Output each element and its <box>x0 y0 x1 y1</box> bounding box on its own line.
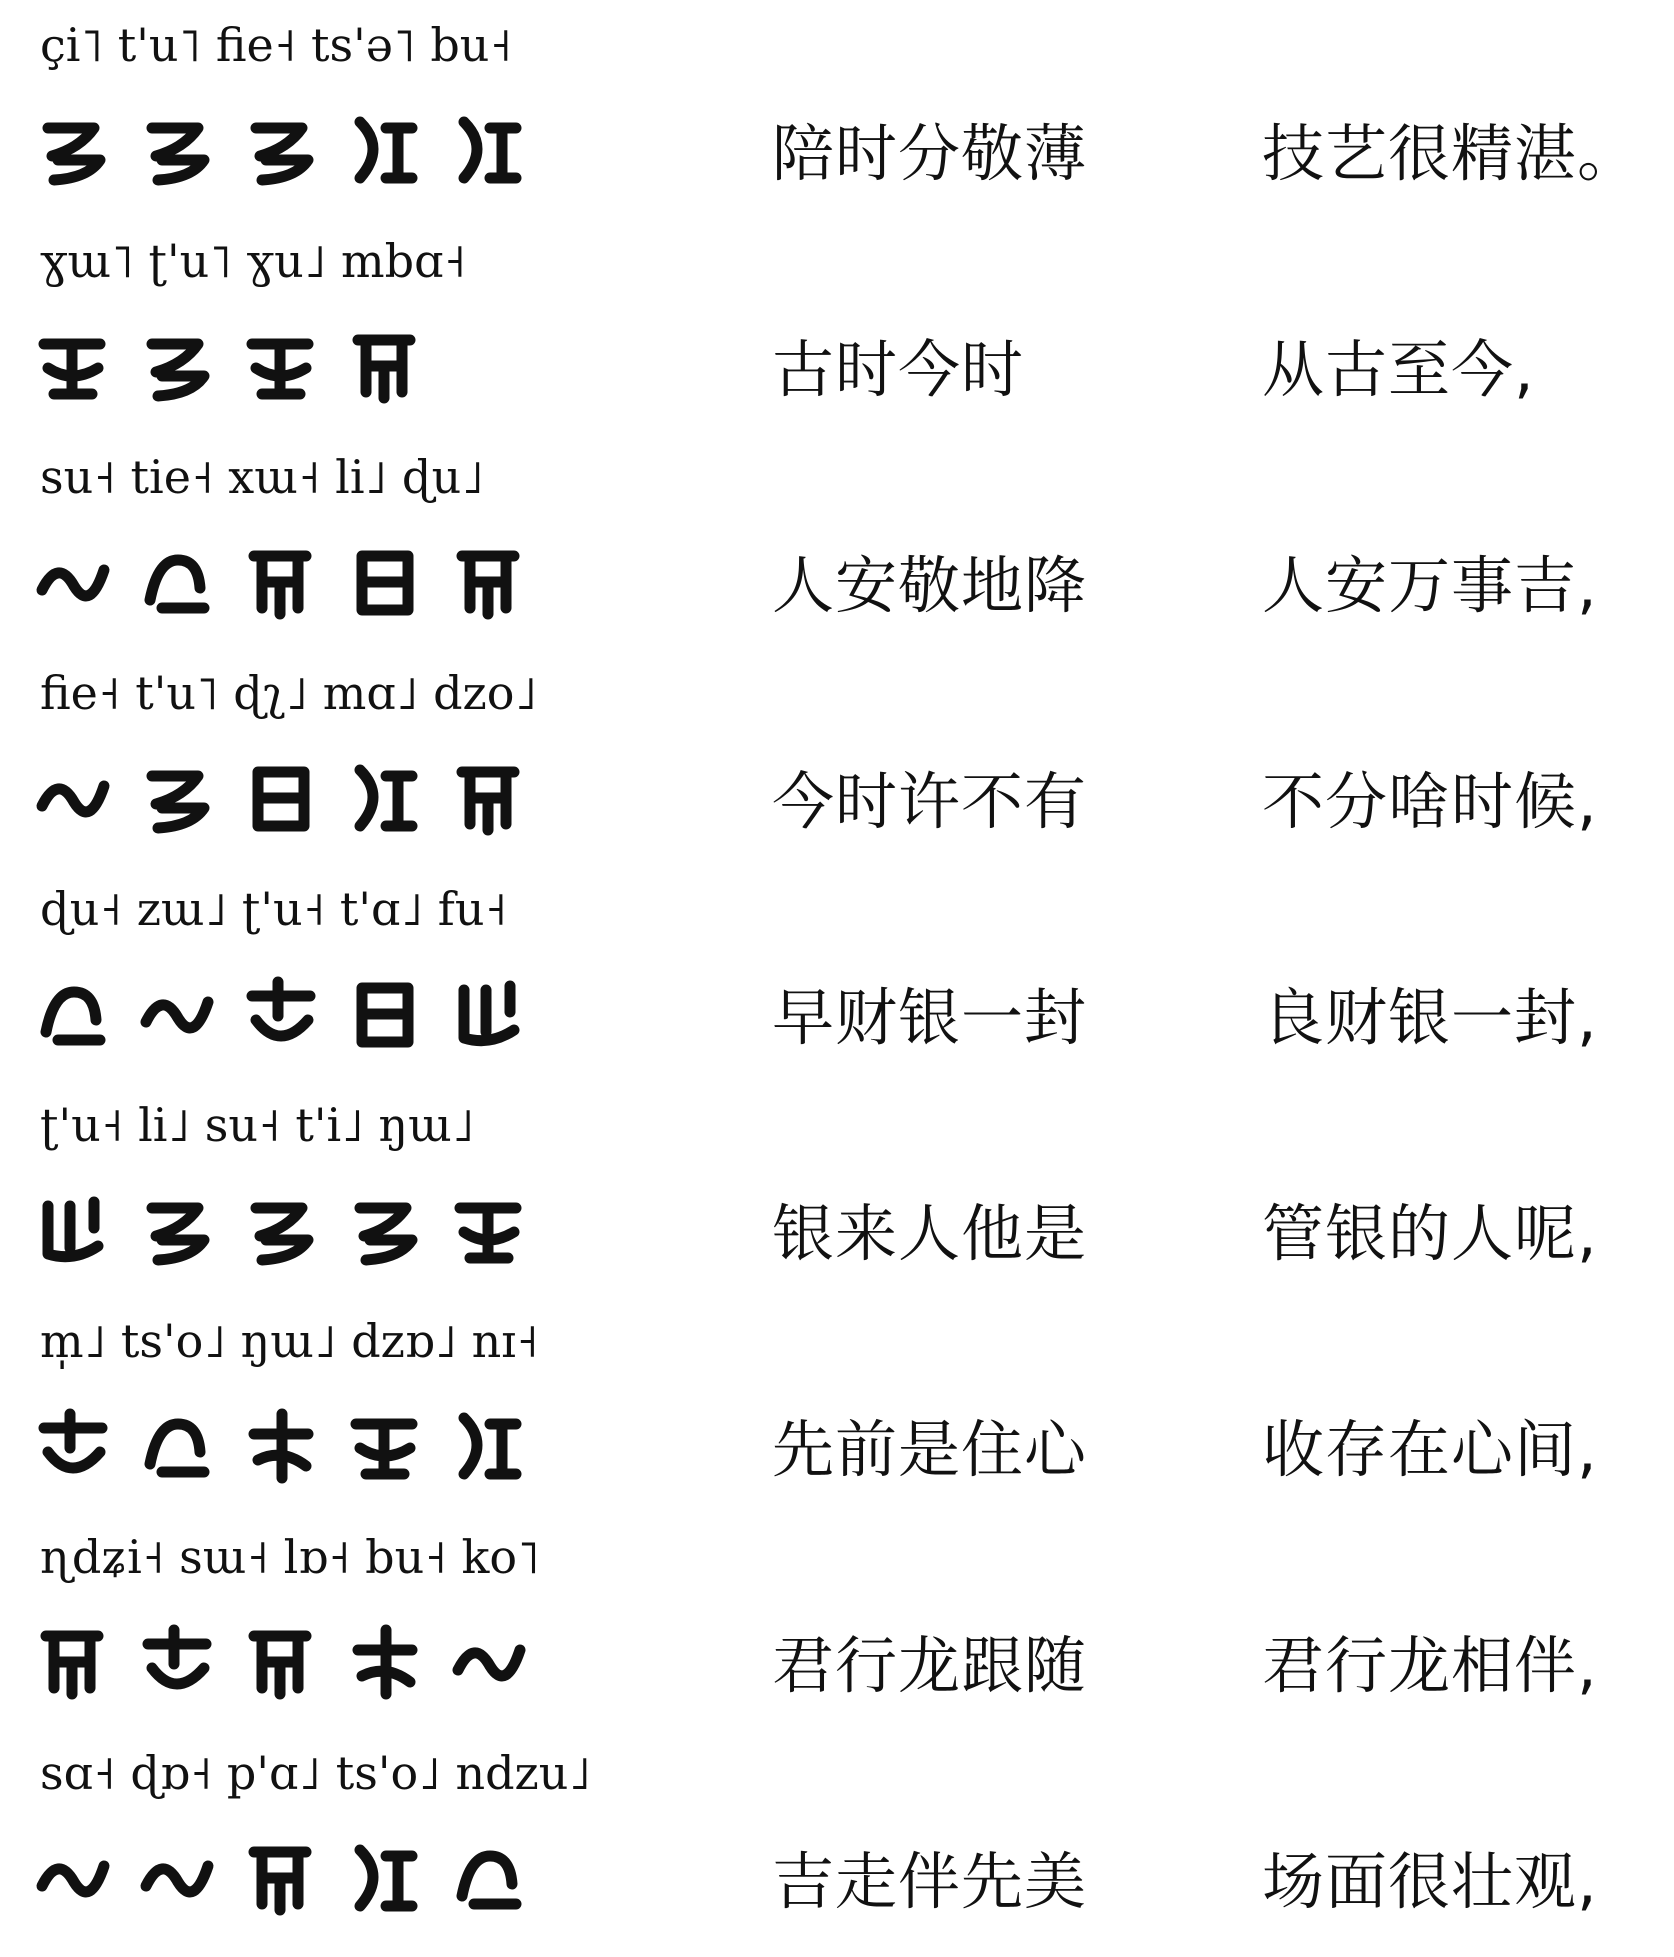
yi-syllable-du-glyph <box>34 972 112 1054</box>
yi-syllable-ni-glyph <box>450 1404 528 1486</box>
literal-translation: 古时今时 <box>772 333 1025 406</box>
yi-syllable-su-glyph <box>34 540 112 622</box>
yi-syllable-du-glyph <box>450 540 528 622</box>
yi-syllable-li-glyph <box>138 1188 216 1270</box>
yi-syllable-mba-glyph <box>346 324 424 406</box>
yi-syllable-ndzu-glyph <box>450 1836 528 1918</box>
ipa-transcription: fie˧ t'u˥ ɖʅ˩ mɑ˩ dzo˩ <box>40 666 538 720</box>
yi-script-line <box>34 94 554 204</box>
yi-syllable-do-glyph <box>138 1836 216 1918</box>
ipa-transcription: ɣɯ˥ ʈ'u˥ ɣu˩ mbɑ˧ <box>40 234 467 288</box>
yi-syllable-bu-glyph <box>346 1620 424 1702</box>
ipa-transcription: su˧ tie˧ xɯ˧ li˩ ɖu˩ <box>40 450 484 504</box>
yi-syllable-dr-glyph <box>242 756 320 838</box>
verse-row <box>0 1306 1674 1524</box>
free-translation: 良财银一封, <box>1262 981 1598 1054</box>
verse-row <box>0 874 1674 1092</box>
literal-translation: 吉走伴先美 <box>772 1845 1088 1918</box>
yi-script-line <box>34 1606 554 1716</box>
ipa-transcription: sɑ˧ ɖɒ˧ p'ɑ˩ ts'o˩ ndzu˩ <box>40 1746 592 1800</box>
yi-syllable-tu-glyph <box>138 108 216 190</box>
yi-syllable-tso-glyph <box>346 1836 424 1918</box>
free-translation: 人安万事吉, <box>1262 549 1598 622</box>
yi-syllable-sw-glyph <box>138 1620 216 1702</box>
yi-syllable-dzo-glyph <box>346 1404 424 1486</box>
yi-syllable-tu-glyph <box>138 324 216 406</box>
verse-row <box>0 1090 1674 1308</box>
yi-syllable-ghw-glyph <box>34 324 112 406</box>
literal-translation: 银来人他是 <box>772 1197 1088 1270</box>
literal-translation: 先前是住心 <box>772 1413 1088 1486</box>
yi-syllable-pa-glyph <box>242 1836 320 1918</box>
free-translation: 管银的人呢, <box>1262 1197 1598 1270</box>
yi-syllable-xw-glyph <box>242 540 320 622</box>
literal-translation: 早财银一封 <box>772 981 1088 1054</box>
yi-syllable-tu-glyph <box>34 1188 112 1270</box>
yi-syllable-ghu-glyph <box>242 324 320 406</box>
free-translation: 不分啥时候, <box>1262 765 1598 838</box>
literal-translation: 人安敬地降 <box>772 549 1088 622</box>
yi-script-line <box>34 1390 554 1500</box>
yi-syllable-su-glyph <box>242 1188 320 1270</box>
yi-syllable-dzo-glyph <box>450 756 528 838</box>
yi-syllable-zw-glyph <box>138 972 216 1054</box>
yi-script-line <box>34 1174 554 1284</box>
verse-row <box>0 10 1674 228</box>
verse-row <box>0 658 1674 876</box>
verse-row <box>0 1738 1674 1956</box>
yi-syllable-tu-glyph <box>138 756 216 838</box>
verse-row <box>0 1522 1674 1740</box>
yi-script-line <box>34 958 554 1068</box>
yi-syllable-fie-glyph <box>242 108 320 190</box>
yi-syllable-ngw-glyph <box>450 1188 528 1270</box>
yi-syllable-tu-glyph <box>242 972 320 1054</box>
yi-syllable-m-glyph <box>34 1404 112 1486</box>
ipa-transcription: m̩˩ ts'o˩ ŋɯ˩ dzɒ˩ nɪ˧ <box>40 1314 539 1368</box>
free-translation: 技艺很精湛。 <box>1262 117 1641 190</box>
yi-script-line <box>34 526 554 636</box>
yi-syllable-ngw-glyph <box>242 1404 320 1486</box>
yi-syllable-ndzi-glyph <box>34 1620 112 1702</box>
yi-syllable-tie-glyph <box>138 540 216 622</box>
free-translation: 场面很壮观, <box>1262 1845 1598 1918</box>
yi-syllable-fie-glyph <box>34 756 112 838</box>
yi-syllable-tso-glyph <box>138 1404 216 1486</box>
ipa-transcription: ʈ'u˧ li˩ su˧ t'i˩ ŋɯ˩ <box>40 1098 475 1152</box>
free-translation: 从古至今, <box>1262 333 1535 406</box>
yi-script-line <box>34 1822 554 1932</box>
yi-syllable-bu-glyph <box>450 108 528 190</box>
literal-translation: 陪时分敬薄 <box>772 117 1088 190</box>
verse-row <box>0 226 1674 444</box>
yi-syllable-ta-glyph <box>346 972 424 1054</box>
yi-syllable-lo-glyph <box>242 1620 320 1702</box>
free-translation: 收存在心间, <box>1262 1413 1598 1486</box>
literal-translation: 今时许不有 <box>772 765 1088 838</box>
literal-translation: 君行龙跟随 <box>772 1629 1088 1702</box>
yi-script-line <box>34 742 554 852</box>
ipa-transcription: ɖu˧ zɯ˩ ʈ'u˧ t'ɑ˩ fu˧ <box>40 882 508 936</box>
yi-script-line <box>34 310 450 420</box>
yi-syllable-fu-glyph <box>450 972 528 1054</box>
yi-syllable-tse-glyph <box>346 108 424 190</box>
ipa-transcription: çi˥ t'u˥ fie˧ ts'ə˥ bu˧ <box>40 18 513 72</box>
ipa-transcription: ɳdʑi˧ sɯ˧ lɒ˧ bu˧ ko˥ <box>40 1530 540 1584</box>
yi-syllable-sa-glyph <box>34 1836 112 1918</box>
yi-syllable-ko-glyph <box>450 1620 528 1702</box>
yi-syllable-ti-glyph <box>346 1188 424 1270</box>
free-translation: 君行龙相伴, <box>1262 1629 1598 1702</box>
verse-row <box>0 442 1674 660</box>
yi-syllable-ci-glyph <box>34 108 112 190</box>
yi-syllable-ma-glyph <box>346 756 424 838</box>
yi-syllable-li-glyph <box>346 540 424 622</box>
